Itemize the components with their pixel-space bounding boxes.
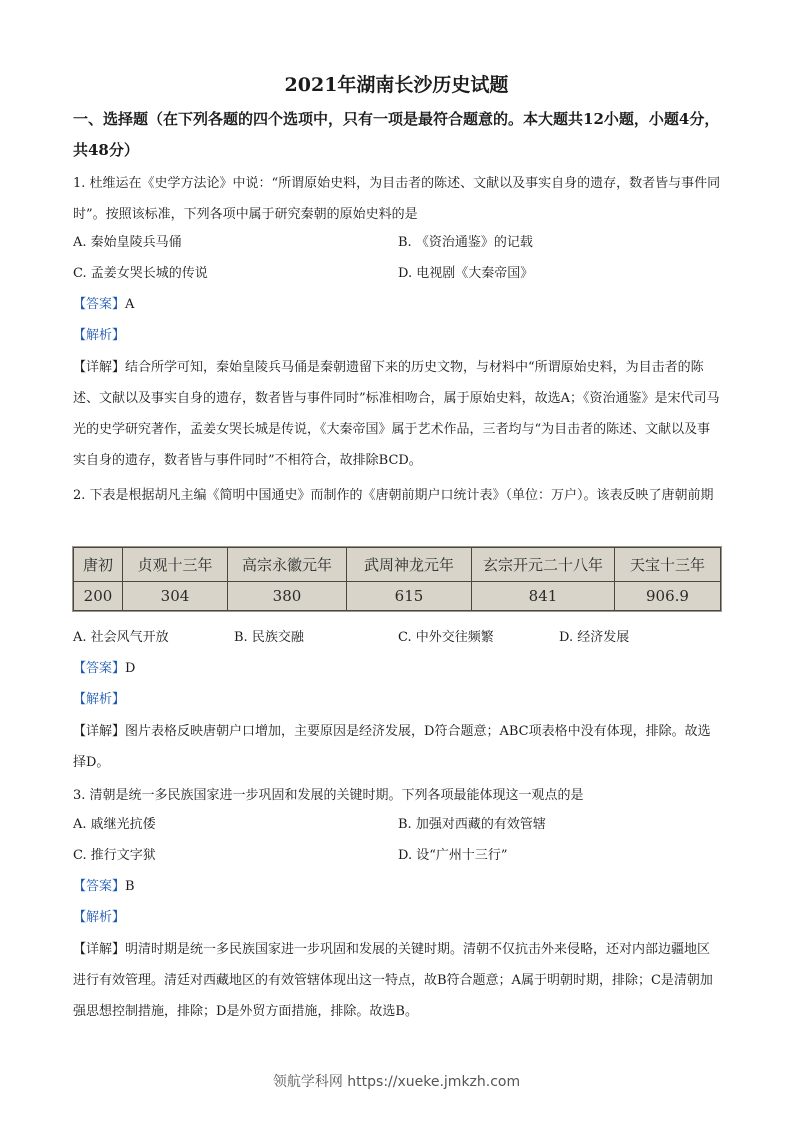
q1-option-a: A. 秦始皇陵兵马俑	[73, 235, 182, 250]
table-header-cell: 贞观十三年	[123, 548, 228, 582]
answer-value: B	[125, 879, 135, 894]
q1-option-c: C. 孟姜女哭长城的传说	[73, 266, 208, 281]
detail-label: 【详解】	[73, 360, 126, 375]
q2-answer	[73, 659, 135, 679]
table-header-row	[74, 548, 721, 582]
answer-value: A	[125, 297, 135, 312]
q1-option-b: B. 《资治通鉴》的记载	[398, 235, 533, 250]
q3-option-d: D. 设“广州十三行”	[398, 848, 508, 863]
q1-detail	[73, 352, 723, 476]
detail-text: 结合所学可知，秦始皇陵兵马俑是秦朝遗留下来的历史文物，与材料中“所谓原始史料，为目击者的陈述、文献以及事实自身的遗存，数者皆与事件同时”标准相吻合，属于原始史料，故选A；《资治通鉴》是宋代司马光的史学研究著作，孟姜女哭长城是传说，《大秦帝国》属于艺术作品，三者均与“为目击者的陈述、文献以及事实自身的遗存，数者皆与事件同时”不相符合，故排除BCD。	[73, 360, 720, 468]
q2-analysis-label: 【解析】	[73, 692, 126, 707]
answer-label: 【答案】	[73, 661, 126, 676]
table-cell: 841	[472, 581, 615, 610]
q3-answer	[73, 877, 135, 897]
detail-text: 明清时期是统一多民族国家进一步巩固和发展的关键时期。清朝不仅抗击外来侵略，还对内部边疆地区进行有效管理。清廷对西藏地区的有效管辖体现出这一特点，故B符合题意；A属于明朝时期，排除；C是清朝加强思想控制措施，排除；D是外贸方面措施，排除。故选B。	[73, 942, 713, 1019]
answer-value: D	[125, 661, 136, 676]
answer-label: 【答案】	[73, 297, 126, 312]
q3-analysis-label: 【解析】	[73, 910, 126, 925]
table-cell: 380	[228, 581, 347, 610]
table-header-cell: 武周神龙元年	[347, 548, 472, 582]
household-table	[72, 546, 722, 612]
table-cell: 906.9	[615, 581, 721, 610]
q2-option-b: B. 民族交融	[234, 630, 304, 645]
footer-watermark: 领航学科网 https://xueke.jmkzh.com	[272, 1074, 521, 1090]
question-1-stem: 1. 杜维运在《史学方法论》中说：“所谓原始史料，为目击者的陈述、文献以及事实自身的遗存，数者皆与事件同时”。按照该标准，下列各项中属于研究秦朝的原始史料的是	[73, 176, 721, 222]
question-3-stem: 3. 清朝是统一多民族国家进一步巩固和发展的关键时期。下列各项最能体现这一观点的是	[73, 788, 584, 803]
q1-analysis-label: 【解析】	[73, 328, 126, 343]
answer-label: 【答案】	[73, 879, 126, 894]
detail-text: 图片表格反映唐朝户口增加，主要原因是经济发展，D符合题意；ABC项表格中没有体现，排除。故选择D。	[73, 724, 711, 770]
detail-label: 【详解】	[73, 942, 126, 957]
q2-detail	[73, 716, 723, 778]
table-row	[74, 581, 721, 610]
q1-option-d: D. 电视剧《大秦帝国》	[398, 266, 534, 281]
q3-option-a: A. 戚继光抗倭	[73, 817, 156, 832]
q2-option-c: C. 中外交往频繁	[398, 630, 494, 645]
q2-option-a: A. 社会风气开放	[73, 630, 169, 645]
table-cell: 200	[74, 581, 123, 610]
table-header-cell: 天宝十三年	[615, 548, 721, 582]
section-header: 一、选择题（在下列各题的四个选项中，只有一项是最符合题意的。本大题共12小题，小题4分，共48分）	[73, 110, 720, 159]
q3-option-b: B. 加强对西藏的有效管辖	[398, 817, 546, 832]
table-header-cell: 高宗永徽元年	[228, 548, 347, 582]
q2-option-d: D. 经济发展	[559, 630, 630, 645]
table-cell: 615	[347, 581, 472, 610]
table-cell: 304	[123, 581, 228, 610]
question-2-stem: 2. 下表是根据胡凡主编《简明中国通史》而制作的《唐朝前期户口统计表》（单位：万户）。该表反映了唐朝前期	[73, 488, 714, 503]
table-header-cell: 唐初	[74, 548, 123, 582]
q3-option-c: C. 推行文字狱	[73, 848, 156, 863]
page-title: 2021年湖南长沙历史试题	[284, 74, 509, 96]
detail-label: 【详解】	[73, 724, 126, 739]
table-header-cell: 玄宗开元二十八年	[472, 548, 615, 582]
q3-detail	[73, 934, 723, 1027]
q1-answer	[73, 295, 134, 315]
